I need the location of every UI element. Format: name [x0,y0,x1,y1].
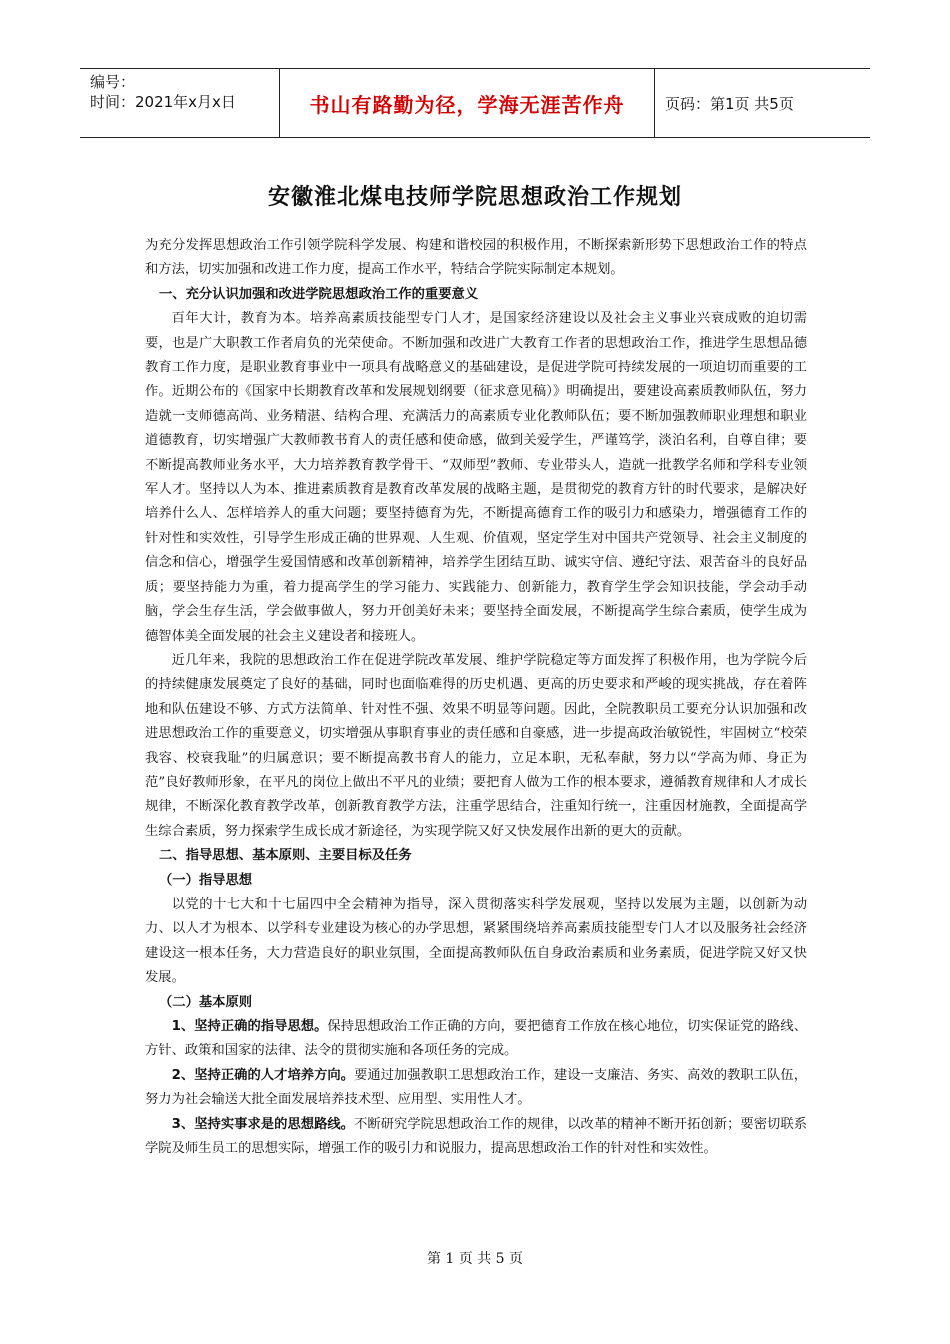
header-meta [80,69,280,137]
header-number: 编号： [90,73,136,91]
section-heading-2: 二、指导思想、基本原则、主要目标及任务 [159,848,412,864]
header-page-info: 页码：第1页 共5页 [665,94,794,113]
subsection-heading-principles: （二）基本原则 [159,994,253,1010]
document-title: 安徽淮北煤电技师学院思想政治工作规划 [267,185,682,210]
header-date: 时间：2021年x月x日 [90,93,236,111]
guiding-paragraph: 以党的十七大和十七届四中全会精神为指导，深入贯彻落实科学发展观，坚持以发展为主题，以创新为动力、以人才为根本、以学科专业建设为核心的办学思想，紧紧围绕培养高素质技能型专门人才以及服务社会经济建设这一根本任务，大力营造良好的职业氛围，全面提高教师队伍自身政治素质和业务素质，促进学院又好又快发展。 [145,896,807,986]
principle-1-lead: 1、坚持正确的指导思想。 [171,1019,328,1034]
principle-3-lead: 3、坚持实事求是的思想路线。 [171,1116,355,1132]
principle-3-text: 不断研究学院思想政治工作的规律，以改革的精神不断开拓创新；要密切联系学院及师生员工的思想实际，增强工作的吸引力和说服力，提高思想政治工作的针对性和实效性。 [145,1116,807,1157]
page-header [80,68,870,138]
intro-paragraph: 为充分发挥思想政治工作引领学院科学发展、构建和谐校园的积极作用，不断探索新形势下思想政治工作的特点和方法，切实加强和改进工作力度，提高工作水平，特结合学院实际制定本规划。 [145,238,807,278]
document-body [145,234,807,1161]
subsection-heading-guiding: （一）指导思想 [159,872,253,888]
page-footer: 第 1 页 共 5 页 [426,1251,524,1267]
header-motto: 书山有路勤为径，学海无涯苦作舟 [280,69,655,137]
section-heading-1: 一、充分认识加强和改进学院思想政治工作的重要意义 [159,286,479,302]
principle-1-text: 保持思想政治工作正确的方向，要把德育工作放在核心地位，切实保证党的路线、方针、政策和国家的法律、法令的贯彻实施和各项任务的完成。 [145,1019,807,1059]
section1-paragraph-2: 近几年来，我院的思想政治工作在促进学院改革发展、维护学院稳定等方面发挥了积极作用，也为学院今后的持续健康发展奠定了良好的基础，同时也面临难得的历史机遇、更高的历史要求和严峻的现实挑战，存在着阵地和队伍建设不够、方式方法简单、针对性不强、效果不明显等问题。因此，全院教职员工要充分认识加强和改进思想政治工作的重要意义，切实增强从事职育事业的责任感和自豪感，进一步提高政治敏锐性，牢固树立“校荣我容、校衰我耻”的归属意识；要不断提高教书育人的能力，立足本职，无私奉献，努力以“学高为师、身正为范”良好教师形象，在平凡的岗位上做出不平凡的业绩；要把育人做为工作的根本要求，遵循教育规律和人才成长规律，不断深化教育教学改革，创新教育教学方法，注重学思结合，注重知行统一，注重因材施教，全面提高学生综合素质，努力探索学生成长成才新途径，为实现学院又好又快发展作出新的更大的贡献。 [145,652,807,839]
principle-2 [145,1064,807,1113]
principle-2-text: 要通过加强教职工思想政治工作，建设一支廉洁、务实、高效的教职工队伍，努力为社会输送大批全面发展培养技术型、应用型、实用性人才。 [145,1067,807,1108]
principle-3 [145,1113,807,1162]
principle-2-lead: 2、坚持正确的人才培养方向。 [171,1067,355,1083]
section1-paragraph-1: 百年大计，教育为本。培养高素质技能型专门人才，是国家经济建设以及社会主义事业兴衰成败的迫切需要，也是广大职教工作者肩负的光荣使命。不断加强和改进广大教育工作者的思想政治工作，推进学生思想品德教育工作力度，是职业教育事业中一项具有战略意义的基础建设，是促进学院可持续发展的一项迫切而重要的工作。近期公布的《国家中长期教育改革和发展规划纲要（征求意见稿）》明确提出，要建设高素质教师队伍，努力造就一支师德高尚、业务精湛、结构合理、充满活力的高素质专业化教师队伍；要不断加强教师职业理想和职业道德教育，切实增强广大教师教书育人的责任感和使命感，做到关爱学生，严谨笃学，淡泊名利，自尊自律；要不断提高教师业务水平，大力培养教育教学骨干、“双师型”教师、专业带头人，造就一批教学名师和学科专业领军人才。坚持以人为本、推进素质教育是教育改革发展的战略主题，是贯彻党的教育方针的时代要求，是解决好培养什么人、怎样培养人的重大问题；要坚持德育为先，不断提高德育工作的吸引力和感染力，增强德育工作的针对性和实效性，引导学生形成正确的世界观、人生观、价值观，坚定学生对中国共产党领导、社会主义制度的信念和信心，增强学生爱国情感和改革创新精神，培养学生团结互助、诚实守信、遵纪守法、艰苦奋斗的良好品质；要坚持能力为重，着力提高学生的学习能力、实践能力、创新能力，教育学生学会知识技能，学会动手动脑，学会生存生活，学会做事做人，努力开创美好未来；要坚持全面发展，不断提高学生综合素质，使学生成为德智体美全面发展的社会主义建设者和接班人。 [145,311,807,644]
principle-1 [145,1015,807,1064]
